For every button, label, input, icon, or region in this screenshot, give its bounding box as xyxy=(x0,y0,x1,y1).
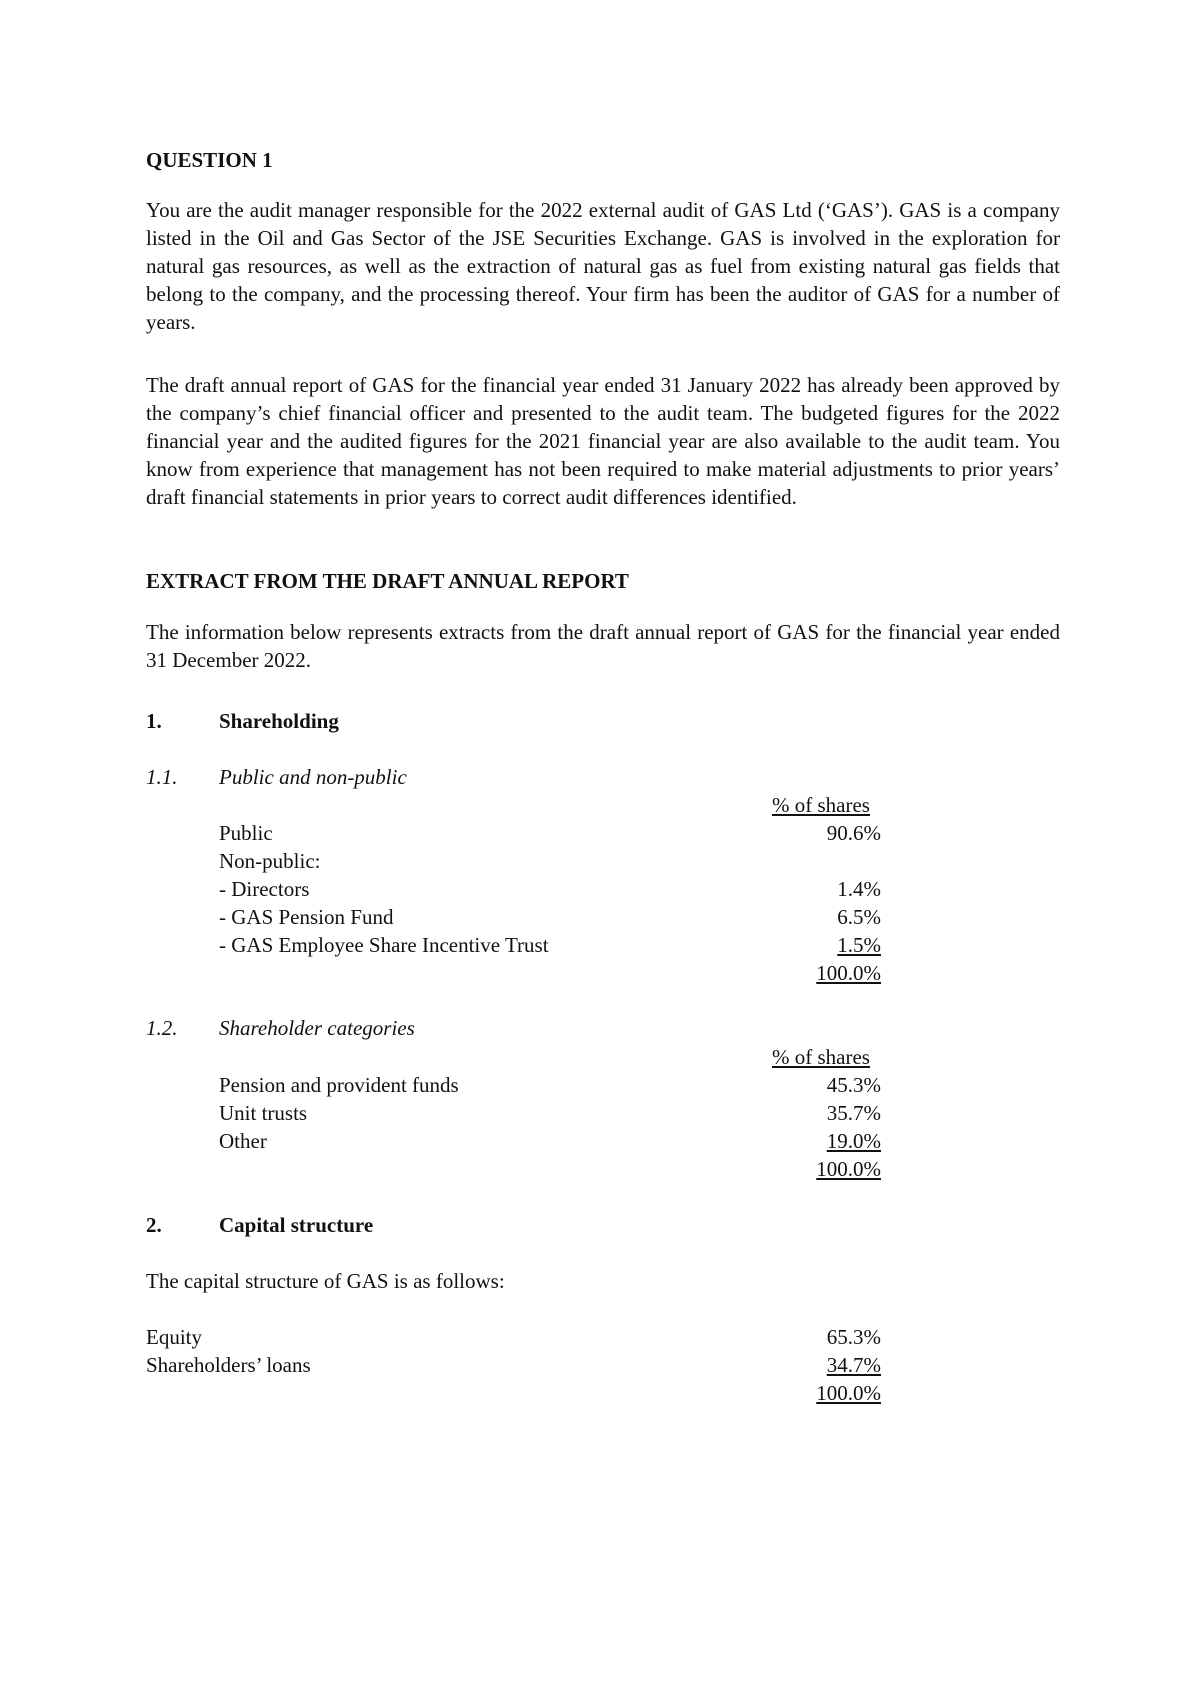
table-row-label: Other xyxy=(219,1129,267,1153)
capital-structure-intro: The capital structure of GAS is as follows: xyxy=(146,1269,505,1293)
table-row-value: 34.7% xyxy=(826,1353,881,1377)
table-row-value: 6.5% xyxy=(837,905,881,929)
extract-intro: The information below represents extracts from the draft annual report of GAS for the financial year ended 31 December 2022. xyxy=(146,620,1060,672)
table-row-label: Pension and provident funds xyxy=(219,1073,459,1097)
table-row-value: 65.3% xyxy=(826,1325,881,1349)
table-row-label: - GAS Employee Share Incentive Trust xyxy=(219,933,549,957)
section-1-title: Shareholding xyxy=(219,709,339,733)
column-header-shares: % of shares xyxy=(772,793,870,817)
table-row-value: 19.0% xyxy=(826,1129,881,1153)
table-row-label: Shareholders’ loans xyxy=(146,1353,311,1377)
table-row-value: 90.6% xyxy=(826,821,881,845)
section-2-number: 2. xyxy=(146,1213,162,1237)
section-1-number: 1. xyxy=(146,709,162,733)
table-total: 100.0% xyxy=(816,1381,881,1405)
question-heading: QUESTION 1 xyxy=(146,148,273,172)
table-row-value: 1.4% xyxy=(837,877,881,901)
table-row-label: - GAS Pension Fund xyxy=(219,905,394,929)
table-row-label: Unit trusts xyxy=(219,1101,308,1125)
subsection-1-1-number: 1.1. xyxy=(146,765,178,789)
column-header-shares: % of shares xyxy=(772,1045,870,1069)
subsection-1-2-number: 1.2. xyxy=(146,1016,178,1040)
intro-paragraph-2: The draft annual report of GAS for the financial year ended 31 January 2022 has already been approved by the company’s chief financial officer and presented to the audit team. The budgeted figures for the 2022 financial year and the audited figures for the 2021 financial year are also available to the audit team. You know from experience that management has not been required to make material adjustments to prior years’ draft financial statements in prior years to correct audit differences identified. xyxy=(146,373,1060,509)
subsection-1-1-title: Public and non-public xyxy=(219,765,407,789)
table-row-label: Non-public: xyxy=(219,849,321,873)
table-row-label: - Directors xyxy=(219,877,310,901)
subsection-1-2-title: Shareholder categories xyxy=(219,1016,415,1040)
table-row-value: 1.5% xyxy=(837,933,881,957)
section-2-title: Capital structure xyxy=(219,1213,374,1237)
extract-heading: EXTRACT FROM THE DRAFT ANNUAL REPORT xyxy=(146,569,629,593)
table-row-label: Public xyxy=(219,821,273,845)
table-row-value: 35.7% xyxy=(826,1101,881,1125)
table-total: 100.0% xyxy=(816,1157,881,1181)
intro-paragraph-1: You are the audit manager responsible for the 2022 external audit of GAS Ltd (‘GAS’). GAS is a company listed in the Oil and Gas Sector of the JSE Securities Exchange. GAS is involved in the exploration for natural gas resources, as well as the extraction of natural gas as fuel from existing natural gas fields that belong to the company, and the processing thereof. Your firm has been the auditor of GAS for a number of years. xyxy=(146,198,1060,334)
table-row-value: 45.3% xyxy=(826,1073,881,1097)
table-row-label: Equity xyxy=(146,1325,202,1349)
table-total: 100.0% xyxy=(816,961,881,985)
